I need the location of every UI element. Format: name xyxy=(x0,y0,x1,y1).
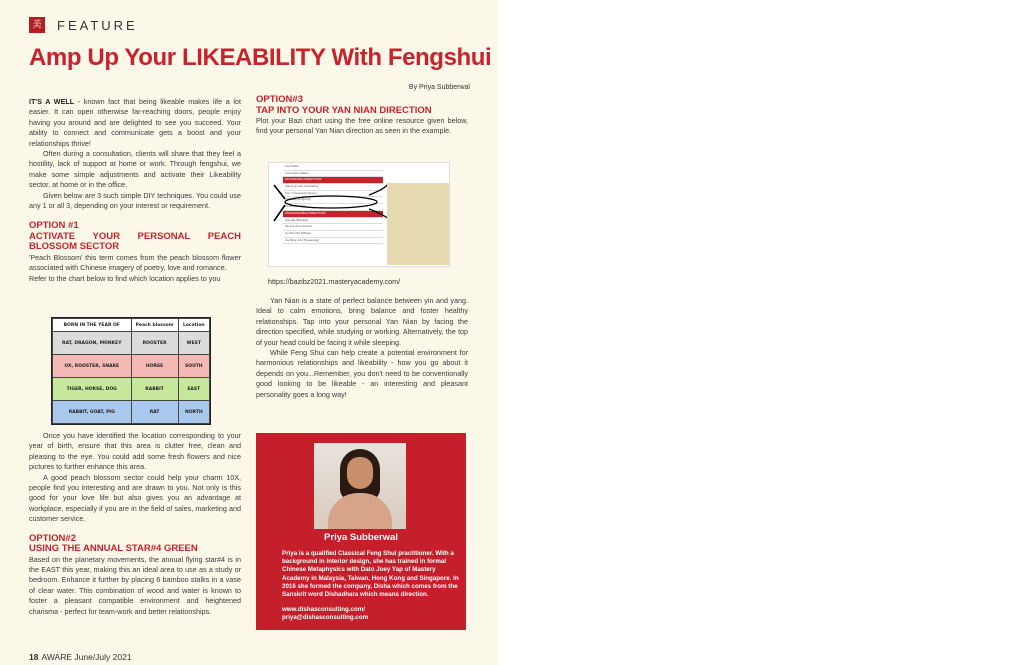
right-column-lower xyxy=(256,296,468,400)
bazi-row: Tian Yi (Heavenly Doctor) xyxy=(283,191,383,198)
magazine-name: AWARE xyxy=(41,652,73,662)
table-header-row xyxy=(53,319,210,332)
issue-date: June/July 2021 xyxy=(74,652,132,662)
table-cell: RABBIT xyxy=(131,378,178,401)
bazi-row: Jue Ming (Life Threatening) xyxy=(283,238,383,245)
option3-paragraph-3: While Feng Shui can help create a potential environment for harmonious relationships and likeability - how you go about it depends on you...Remember, you don't need to be conventionally good looking to be likeable - an interesting and pleasant personality goes a long way! xyxy=(256,348,468,399)
option1-paragraph-4: A good peach blossom sector could help your charm 10X, people find you interesting and are drawn to you. Not only is this good for your love life but also gives you an advantage at workplace, especially if you are in the field of sales, marketing and customer service. xyxy=(29,472,241,524)
table-cell: HORSE xyxy=(131,355,178,378)
option1-paragraph-1: 'Peach Blossom' this term comes from the peach blossom flower associated with Chinese imagery of poetry, love and romance. xyxy=(29,252,241,273)
table-header: Peach blossom xyxy=(131,319,178,332)
page-footer xyxy=(29,652,132,662)
section-kicker: FEATURE xyxy=(57,18,138,33)
table-cell: TIGER, HORSE, DOG xyxy=(53,378,132,401)
peach-blossom-table xyxy=(51,317,211,425)
table-cell: RAT, DRAGON, MONKEY xyxy=(53,332,132,355)
option3-paragraph-2: Yan Nian is a state of perfect balance between yin and yang. Ideal to calm emotions, bring balance and foster healthy relationships. Tap into your personal Yan Nian by facing the direction specified, while studying or working. Alternatively, the top of your head could be facing it while sleeping. xyxy=(256,296,468,347)
bazi-row: Huo Hai (Mishaps) xyxy=(283,218,383,225)
table-cell: ROOSTER xyxy=(131,332,178,355)
bazi-row: Wu Gui (Five Ghosts) xyxy=(283,224,383,231)
bazi-row: FAVOURABLE DIRECTIONS xyxy=(283,177,383,184)
article-title: Amp Up Your LIKEABILITY With Fengshui xyxy=(29,44,492,71)
option3-paragraph-1: Plot your Bazi chart using the free online resource given below, find your personal Yan Nian direction as seen in the example. xyxy=(256,116,468,136)
magazine-logo: 美 xyxy=(29,17,45,33)
author-photo xyxy=(314,443,406,529)
left-column xyxy=(29,97,241,284)
author-name: Priya Subberwal xyxy=(324,532,398,543)
intro-lead: IT'S A WELL xyxy=(29,97,75,106)
table-cell: NORTH xyxy=(178,401,209,424)
left-column-lower xyxy=(29,431,241,617)
bazi-compass-panel xyxy=(387,183,449,265)
option3-heading-b: TAP INTO YOUR YAN NIAN DIRECTION xyxy=(256,104,432,116)
page-number: 18 xyxy=(29,652,39,662)
bazi-url: https://bazibz2021.masteryacademy.com/ xyxy=(268,277,401,286)
option1-paragraph-3: Once you have identified the location corresponding to your year of birth, ensure that this area is clutter free, clean and pleasing to the eye. You could add some fresh flowers and nice pictures to further enhance this area. xyxy=(29,431,241,472)
byline: By Priya Subberwal xyxy=(408,84,470,91)
table-row xyxy=(53,355,210,378)
bazi-row: Liu Sha (Six Killings) xyxy=(283,231,383,238)
table-header: BORN IN THE YEAR OF xyxy=(53,319,132,332)
bazi-row: Fu Wei (Stability) xyxy=(283,204,383,211)
author-description: Priya is a qualified Classical Feng Shui practitioner. With a background in interior design, she has trained in formal Chinese Metaphysics with Dato Joey Yap of Mastery Academy in Malaysia, Taiwan, Hong Kong and Singapore. In 2016 she formed the company, Disha which comes from the Sanskrit word Dishadhara which means direction. xyxy=(282,550,459,599)
option1-paragraph-2: Refer to the chart below to find which location applies to you xyxy=(29,273,221,283)
intro-paragraph-2: Often during a consultation, clients will share that they feel a hostility, lack of support at home or work. Through fengshui, we make some simple adjustments and activate their Likeability sector, at home or in the office. xyxy=(29,149,241,190)
author-bio-box xyxy=(256,433,466,630)
right-column xyxy=(256,95,468,137)
option2-heading-a: OPTION#2 xyxy=(29,532,76,544)
bazi-row: Sheng Qi (Life Generating) xyxy=(283,184,383,191)
table-cell: RAT xyxy=(131,401,178,424)
table-header: Location xyxy=(178,319,209,332)
bazi-chart-image xyxy=(268,162,450,267)
intro-paragraph-1: - known fact that being likeable makes life a lot easier. It can open otherwise far-reaching doors, people enjoy having you around and are delighted to see you succeed. Your ability to connect and communicate gets a boost and your relationships thrive! xyxy=(29,97,241,148)
bazi-row: Life Palace xyxy=(283,164,383,171)
table-cell: RABBIT, GOAT, PIG xyxy=(53,401,132,424)
author-email: priya@dishasconsulting.com xyxy=(282,614,369,622)
magazine-page xyxy=(0,0,498,665)
option2-heading-b: USING THE ANNUAL STAR#4 GREEN xyxy=(29,543,198,555)
bazi-row: Conception Palace xyxy=(283,171,383,178)
intro-paragraph-3: Given below are 3 such simple DIY techniques. You could use any 1 or all 3, depending on your interest or requirement. xyxy=(29,190,241,211)
table-row xyxy=(53,378,210,401)
table-cell: SOUTH xyxy=(178,355,209,378)
table-cell: WEST xyxy=(178,332,209,355)
option1-heading-b: ACTIVATE YOUR PERSONAL PEACH BLOSSOM SECTOR xyxy=(29,230,241,253)
author-links xyxy=(282,606,368,622)
option2-paragraph-1: Based on the planetary movements, the annual flying star#4 is in the EAST this year, making this an ideal area to use as a study or bedroom. Enhance it further by placing 6 bamboo stalks in a vase of clear water. This combination of wood and water is known to foster a pleasant compatible environment and heightened charisma - perfect for team-work and better relationships. xyxy=(29,554,241,616)
table-cell: OX, ROOSTER, SNAKE xyxy=(53,355,132,378)
option1-heading-a: OPTION #1 xyxy=(29,220,79,232)
table-row xyxy=(53,332,210,355)
option3-heading-a: OPTION#3 xyxy=(256,94,303,105)
bazi-row: UNFAVOURABLE DIRECTIONS xyxy=(283,211,383,218)
table-cell: EAST xyxy=(178,378,209,401)
author-website: www.dishasconsulting.com/ xyxy=(282,606,365,613)
bazi-row: Yan Nian (Longevity) xyxy=(283,197,383,204)
table-row xyxy=(53,401,210,424)
